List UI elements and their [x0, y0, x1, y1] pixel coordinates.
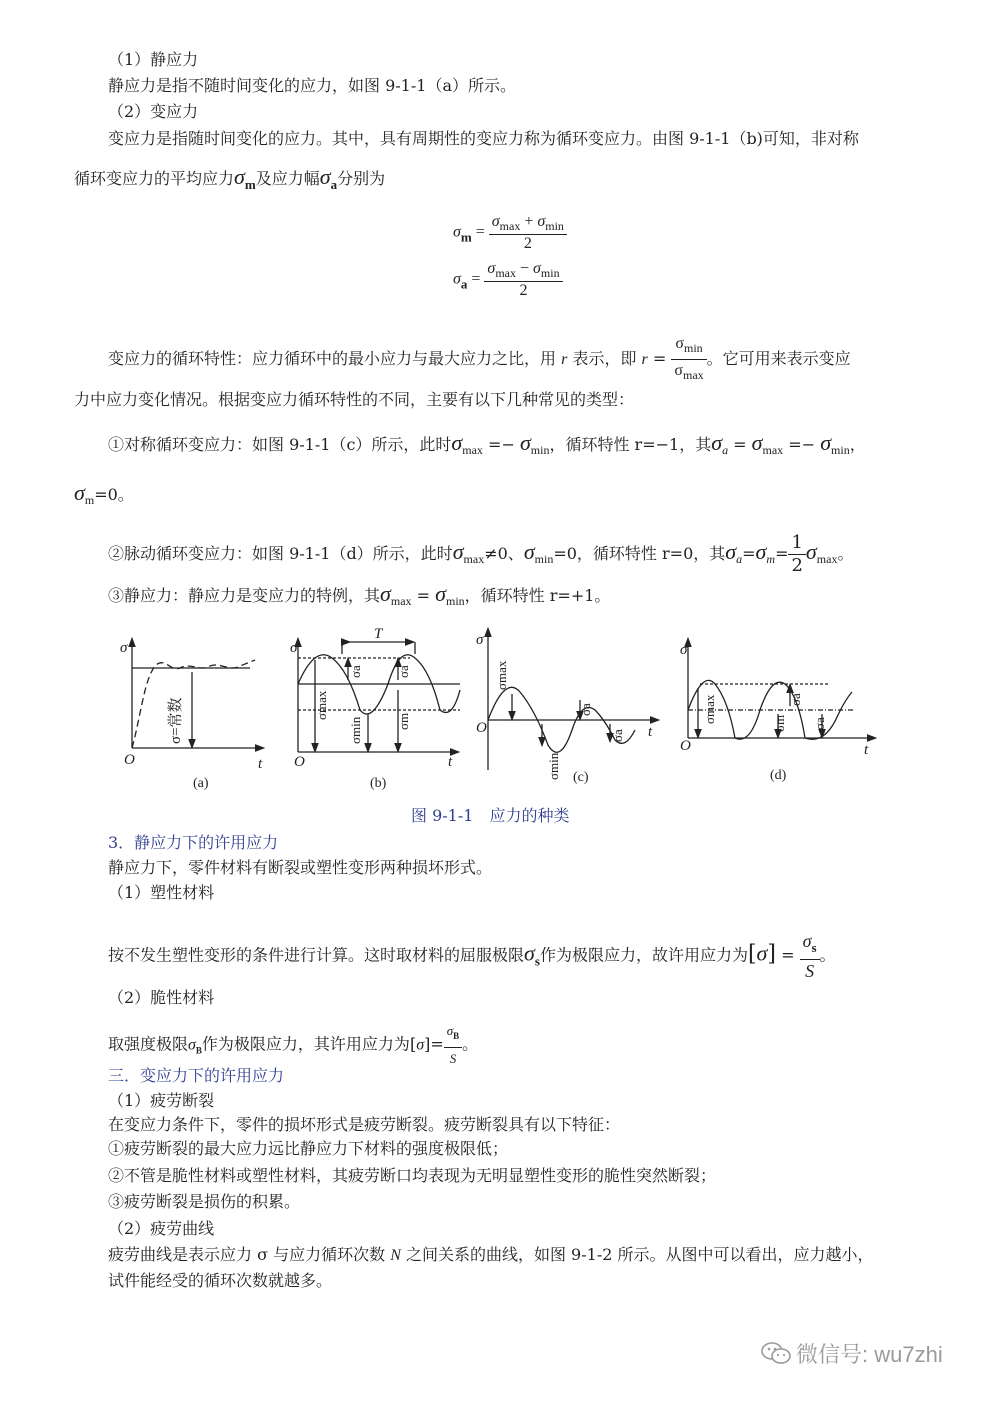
fatigue-feature-3: ③疲劳断裂是损伤的积累。 [108, 1192, 301, 1211]
watermark-text: 微信号: wu7zhi [796, 1342, 943, 1367]
plot-a-t-label: t [258, 756, 263, 772]
paragraph-plastic-material: 按不发生塑性变形的条件进行计算。这时取材料的屈服极限$\sigma_s$作为极限应力，故许用应力为[σ] = $\frac{\sigma_s}{S}$ 。 [108, 931, 836, 981]
paragraph-brittle-material: 取强度极限$\sigma_B$作为极限应力，其许用应力为[σ]= $\frac{\sigma_B}{S}$ 。 [108, 1020, 478, 1070]
svg-text:σmax: σmax [314, 690, 329, 720]
paragraph-fatigue-fracture: 在变应力条件下，零件的损坏形式是疲劳断裂。疲劳断裂具有以下特征： [108, 1115, 621, 1134]
svg-text:σmin: σmin [348, 716, 363, 744]
paragraph-variable-stress: 变应力是指随时间变化的应力。其中，具有周期性的变应力称为循环变应力。由图 9-1-1（b)可知，非对称 [108, 129, 859, 148]
svg-text:O: O [476, 720, 487, 736]
figure-label-d: (d) [770, 768, 787, 783]
figure-label-b: (b) [370, 776, 387, 791]
fatigue-feature-2: ②不管是脆性材料或塑性材料，其疲劳断口均表现为无明显塑性变形的脆性突然断裂； [108, 1166, 717, 1185]
plot-a-constant-label: σ=常数 [168, 697, 184, 744]
plot-c-symmetric [488, 632, 655, 770]
svg-text:σ: σ [680, 642, 688, 658]
item-symmetric-cycle: ①对称循环变应力：如图 9-1-1（c）所示，此时$\sigma_{max} =- \sigma_{min}$，循环特性 r=−1，其$\sigma_a = \sigma_{max} =- \sigma_{min}$， [108, 430, 866, 457]
paragraph-types-intro: 力中应力变化情况。根据变应力循环特性的不同，主要有以下几种常见的类型： [74, 390, 635, 409]
item-static-special-case: ③静应力：静应力是变应力的特例，其$\sigma_{max} = \sigma_{min}$，循环特性 r=+1。 [108, 581, 611, 608]
heading-plastic-material: （1）塑性材料 [108, 883, 215, 902]
figure-label-c: (c) [573, 770, 589, 785]
svg-text:σm: σm [396, 712, 411, 730]
paragraph-static-stress: 静应力是指不随时间变化的应力，如图 9-1-1（a）所示。 [108, 76, 516, 95]
plot-a-sigma-label: σ [120, 640, 128, 656]
equation-stress-amplitude: $\sigma_a$ = $\frac{\sigma_{max} - \sigma_{min}}{2}$ [453, 260, 563, 300]
fatigue-feature-1: ①疲劳断裂的最大应力远比静应力下材料的强度极限低； [108, 1139, 509, 1158]
paragraph-static-allowable: 静应力下，零件材料有断裂或塑性变形两种损坏形式。 [108, 858, 493, 877]
svg-text:σm: σm [772, 714, 787, 732]
svg-text:σa: σa [610, 729, 625, 742]
figure-label-a: (a) [193, 776, 209, 791]
svg-text:σmax: σmax [702, 694, 717, 724]
svg-text:σa: σa [578, 703, 593, 716]
svg-text:t: t [864, 742, 869, 758]
plot-b-period-label: T [374, 626, 383, 642]
figure-caption: 图 9-1-1 应力的种类 [411, 806, 570, 825]
svg-text:t: t [448, 754, 453, 770]
svg-text:σa: σa [348, 665, 363, 678]
heading-variable-stress: （2）变应力 [108, 102, 199, 121]
plot-a-static [132, 642, 260, 748]
heading-variable-allowable: 三．变应力下的许用应力 [108, 1066, 285, 1085]
figure-stress-types [110, 620, 880, 800]
item-pulsating-cycle: ②脉动循环变应力：如图 9-1-1（d）所示，此时$\sigma_{max}\ne 0$、$\sigma_{min}=0$，循环特性 r=0，其$\sigma_a=\sigma_m=$ $\frac{1}{2}$ $\sigma_{max}$。 [108, 532, 854, 576]
svg-text:O: O [294, 754, 305, 770]
svg-text:σa: σa [812, 717, 827, 730]
plot-a-origin-label: O [124, 752, 135, 768]
wechat-icon [760, 1340, 792, 1366]
paragraph-mean-amplitude: 循环变应力的平均应力$\sigma_m$及应力幅$\sigma_a$分别为 [74, 164, 386, 192]
item-symmetric-mean: $\sigma_m=0$。 [74, 480, 134, 507]
svg-text:σa: σa [788, 693, 803, 706]
paragraph-fatigue-curve: 疲劳曲线是表示应力 σ 与应力循环次数 N 之间关系的曲线，如图 9-1-2 所示。从图中可以看出，应力越小， [108, 1245, 874, 1264]
svg-text:σ: σ [476, 632, 484, 648]
heading-static-allowable: 3．静应力下的许用应力 [108, 833, 279, 852]
heading-fatigue-curve: （2）疲劳曲线 [108, 1219, 215, 1238]
paragraph-fatigue-curve-2: 试件能经受的循环次数就越多。 [108, 1271, 333, 1290]
svg-text:σ: σ [290, 640, 298, 656]
heading-static-stress: （1）静应力 [108, 50, 199, 69]
svg-text:σa: σa [396, 665, 411, 678]
svg-text:σmax: σmax [494, 660, 509, 690]
heading-brittle-material: （2）脆性材料 [108, 988, 215, 1007]
svg-text:t: t [648, 724, 653, 740]
svg-text:σmin: σmin [546, 752, 561, 780]
heading-fatigue-fracture: （1）疲劳断裂 [108, 1091, 215, 1110]
paragraph-cycle-characteristic: 变应力的循环特性：应力循环中的最小应力与最大应力之比，用 r 表示，即 r = $\frac{\sigma_{min}}{\sigma_{max}}$ 。它可用来表示变应 [108, 335, 851, 382]
svg-text:O: O [680, 738, 691, 754]
equation-mean-stress: $\sigma_m$ = $\frac{\sigma_{max} + \sigma_{min}}{2}$ [453, 213, 567, 253]
